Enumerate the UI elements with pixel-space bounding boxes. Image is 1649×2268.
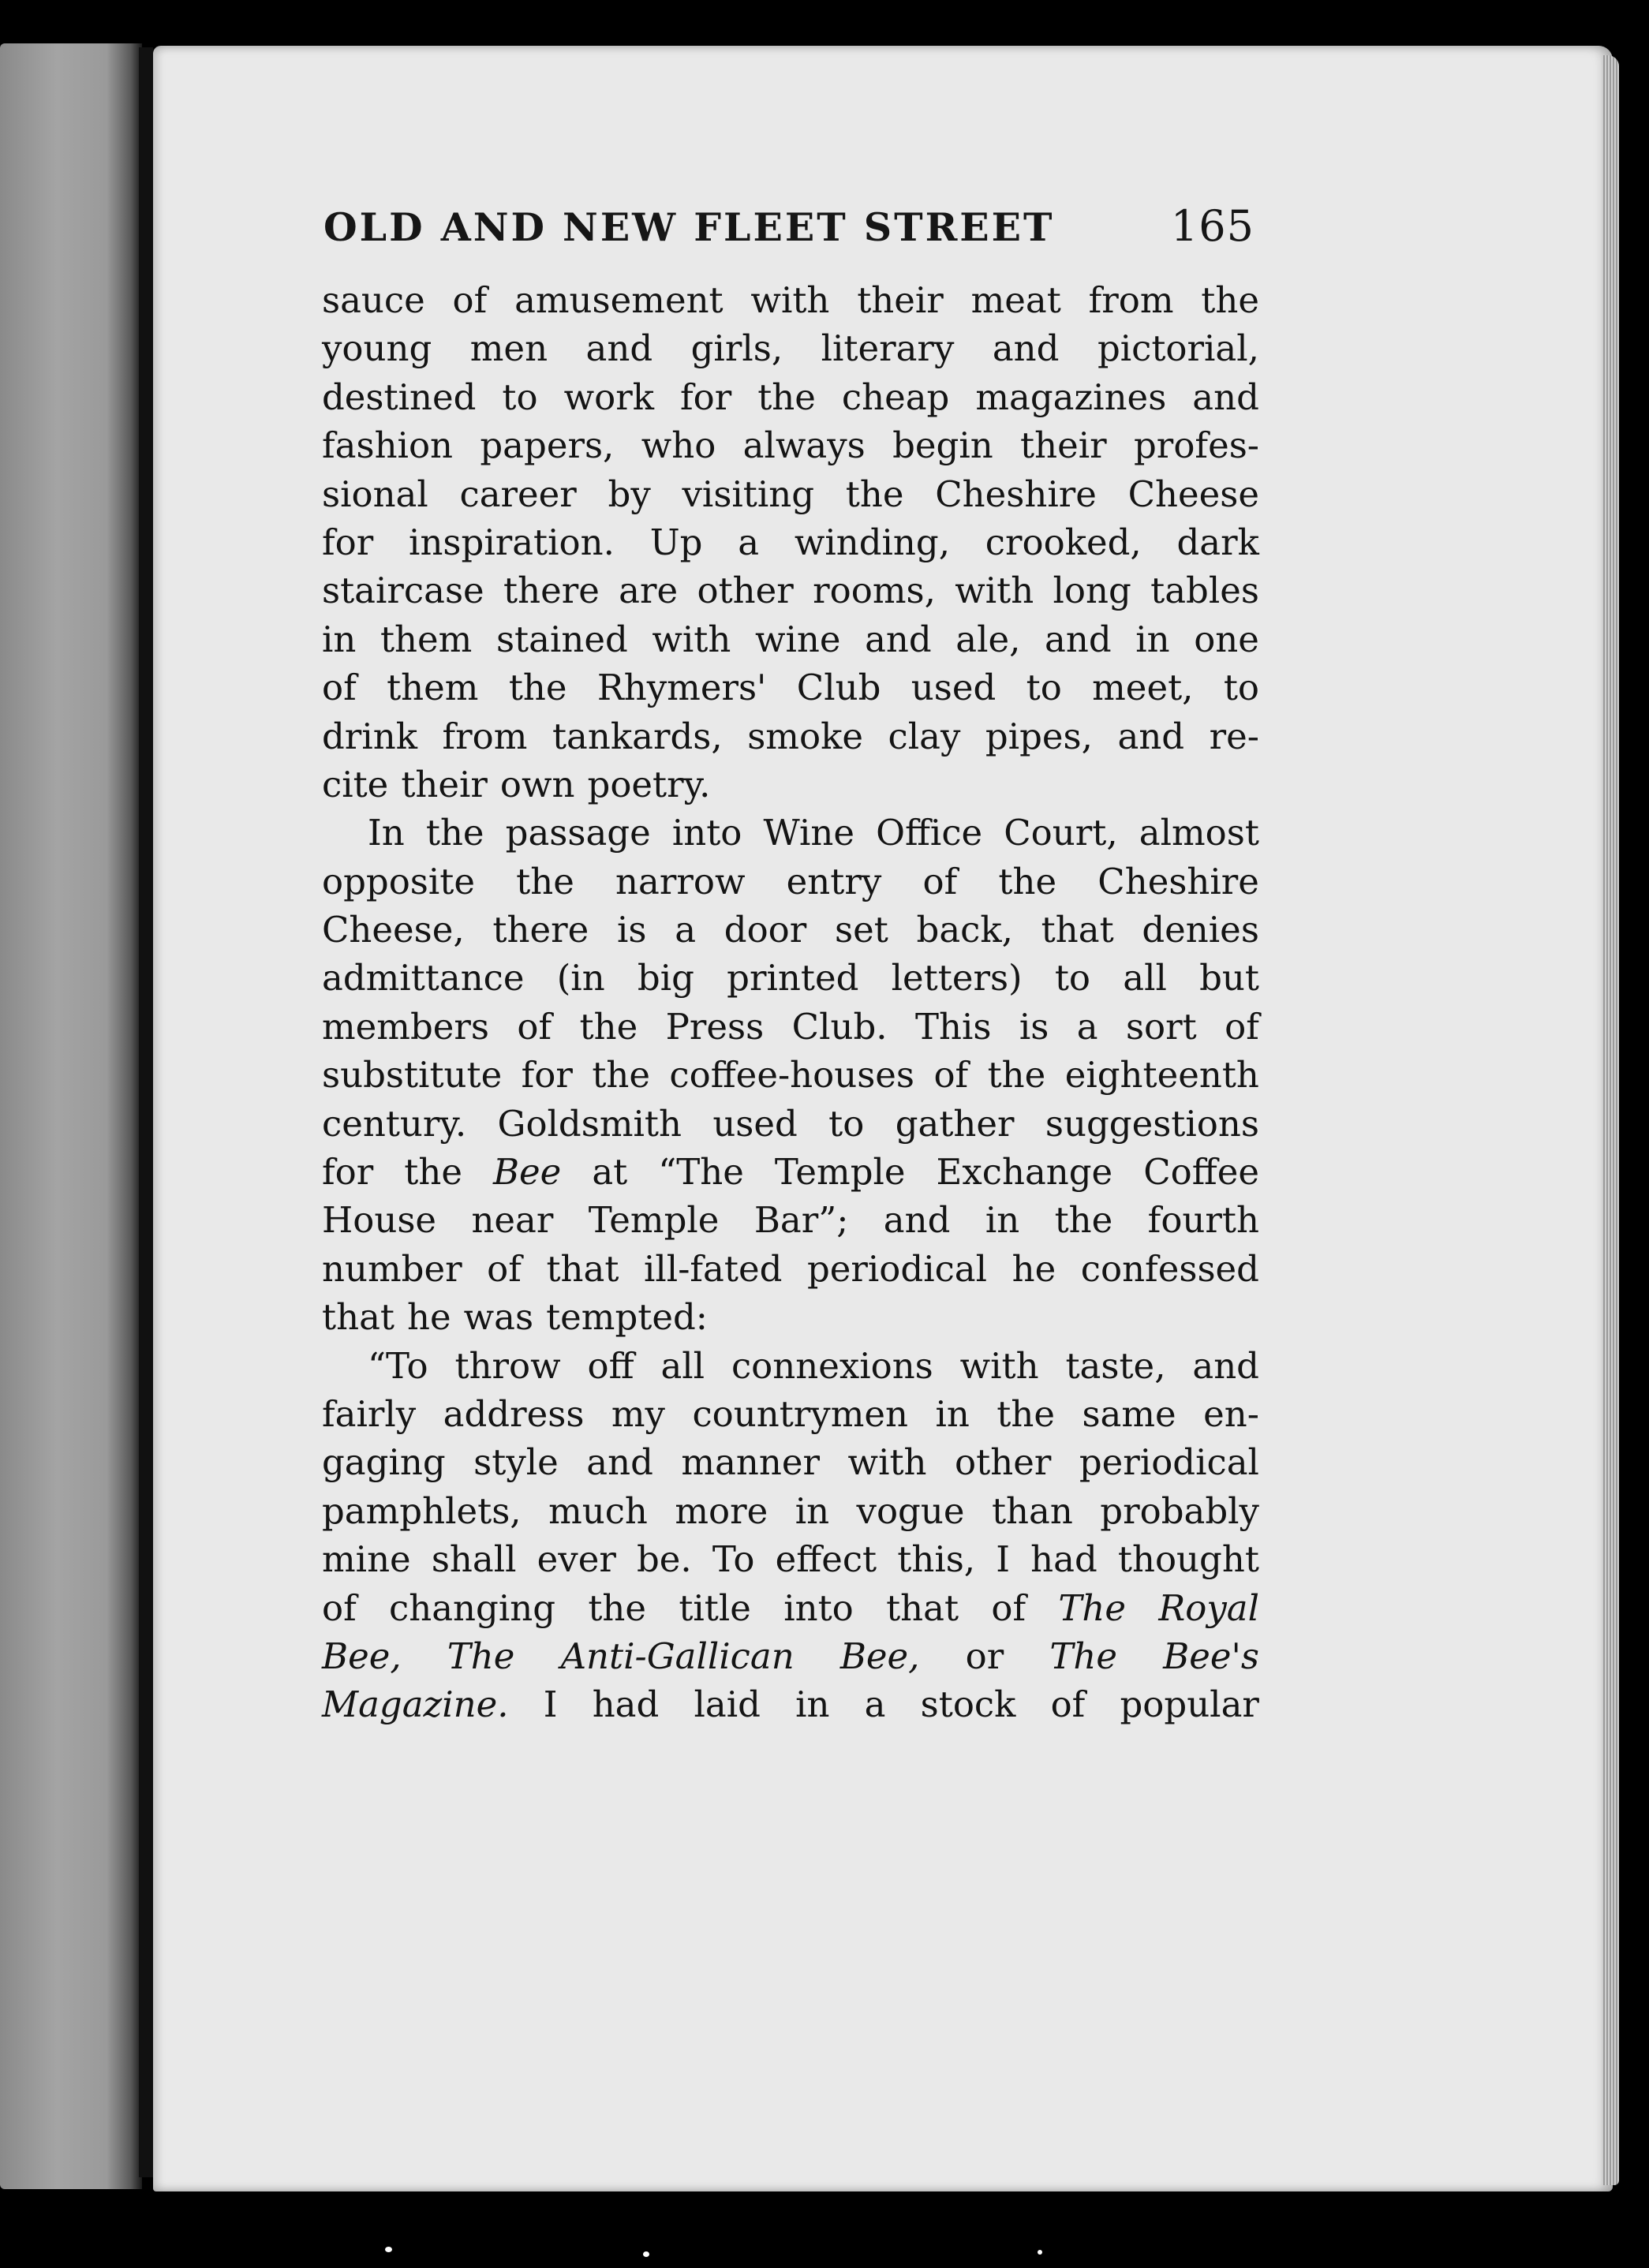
running-head-title: OLD AND NEW FLEET STREET [323, 204, 1055, 250]
text-line: for the Bee at “The Temple Exchange Coffee [322, 1151, 1259, 1194]
text-line: drink from tankards, smoke clay pipes, and re- [322, 715, 1259, 757]
scan-speck [1038, 2250, 1042, 2255]
text-line: cite their own poetry. [322, 763, 711, 805]
text-line: fairly address my countrymen in the same en- [322, 1392, 1259, 1435]
text-line: number of that ill-fated periodical he confessed [322, 1247, 1259, 1290]
text-line: sional career by visiting the Cheshire Cheese [322, 473, 1259, 515]
running-head [323, 201, 1255, 256]
text-line: Bee, The Anti-Gallican Bee, or The Bee's [322, 1635, 1259, 1677]
text-line: “To throw off all connexions with taste, and [368, 1344, 1259, 1387]
text-line: that he was tempted: [322, 1296, 708, 1339]
text-line: substitute for the coffee-houses of the eighteenth [322, 1054, 1259, 1097]
text-line: In the passage into Wine Office Court, almost [368, 812, 1259, 854]
text-line: century. Goldsmith used to gather suggestions [322, 1102, 1259, 1145]
text-line: of changing the title into that of The Royal [322, 1586, 1259, 1629]
book-gutter [139, 47, 153, 2177]
text-line: in them stained with wine and ale, and in one [322, 618, 1259, 660]
text-line: admittance (in big printed letters) to all but [322, 957, 1259, 999]
text-line: fashion papers, who always begin their profes- [322, 424, 1259, 467]
scan-speck [643, 2251, 649, 2257]
page-stack-edge [1602, 55, 1619, 2185]
text-line: Magazine. I had laid in a stock of popular [322, 1683, 1259, 1726]
text-line: young men and girls, literary and pictorial, [322, 327, 1259, 370]
text-line: opposite the narrow entry of the Cheshire [322, 860, 1259, 902]
text-line: Cheese, there is a door set back, that denies [322, 909, 1259, 951]
text-line: of them the Rhymers' Club used to meet, to [322, 667, 1259, 709]
scan-speck [385, 2247, 392, 2252]
body-text [322, 276, 1259, 1729]
text-line: destined to work for the cheap magazines and [322, 376, 1259, 418]
text-line: members of the Press Club. This is a sort of [322, 1005, 1259, 1048]
text-line: sauce of amusement with their meat from the [322, 279, 1259, 321]
text-line: mine shall ever be. To effect this, I had thought [322, 1538, 1259, 1581]
text-line: pamphlets, much more in vogue than probably [322, 1489, 1259, 1532]
text-line: gaging style and manner with other periodical [322, 1441, 1259, 1484]
text-line: House near Temple Bar”; and in the fourth [322, 1199, 1259, 1242]
facing-page-edge [0, 43, 142, 2189]
page-number: 165 [1170, 201, 1255, 251]
text-line: staircase there are other rooms, with long tables [322, 570, 1259, 612]
text-line: for inspiration. Up a winding, crooked, dark [322, 521, 1259, 563]
